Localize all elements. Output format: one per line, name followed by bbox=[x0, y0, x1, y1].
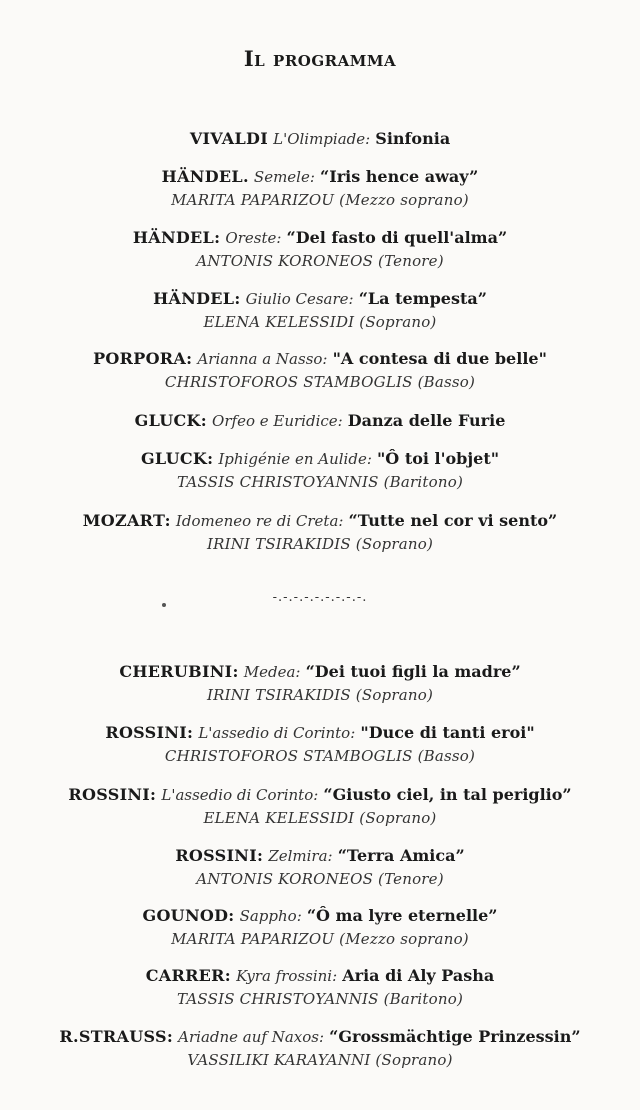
aria-title: "Ô toi l'objet" bbox=[376, 449, 500, 468]
composer: HÄNDEL: bbox=[153, 289, 241, 308]
work-title: L'Olimpiade: bbox=[273, 130, 371, 148]
program-entry bbox=[0, 348, 640, 392]
work-title: Orfeo e Euridice: bbox=[212, 412, 343, 430]
performer: IRINI TSIRAKIDIS (Soprano) bbox=[206, 535, 434, 553]
program-entry bbox=[0, 227, 640, 271]
performer: ELENA KELESSIDI (Soprano) bbox=[203, 313, 437, 331]
aria-title: “Ô ma lyre eternelle” bbox=[306, 906, 498, 925]
program-entry bbox=[0, 845, 640, 889]
performer: CHRISTOFOROS STAMBOGLIS (Basso) bbox=[164, 373, 476, 391]
work-title: Ariadne auf Naxos: bbox=[178, 1028, 325, 1046]
program-entry bbox=[0, 510, 640, 554]
work-title: L'assedio di Corinto: bbox=[198, 724, 356, 742]
aria-title: "A contesa di due belle" bbox=[332, 349, 547, 368]
performer: IRINI TSIRAKIDIS (Soprano) bbox=[206, 686, 434, 704]
work-title: Arianna a Nasso: bbox=[197, 350, 328, 368]
performer: VASSILIKI KARAYANNI (Soprano) bbox=[187, 1051, 453, 1069]
composer: PORPORA: bbox=[93, 349, 193, 368]
aria-title: “Dei tuoi figli la madre” bbox=[305, 662, 521, 681]
aria-title: “Grossmächtige Prinzessin” bbox=[329, 1027, 581, 1046]
work-title: Semele: bbox=[253, 168, 315, 186]
aria-title: Aria di Aly Pasha bbox=[342, 966, 495, 985]
performer: MARITA PAPARIZOU (Mezzo soprano) bbox=[171, 191, 469, 209]
performer: ELENA KELESSIDI (Soprano) bbox=[203, 809, 437, 827]
program-entry bbox=[0, 661, 640, 705]
intermission-divider: -.-.-.-.-.-.-.-.-. bbox=[272, 590, 368, 605]
aria-title: Danza delle Furie bbox=[347, 411, 506, 430]
work-title: Kyra frossini: bbox=[236, 967, 338, 985]
composer: CARRER: bbox=[145, 966, 231, 985]
program-entry bbox=[0, 1026, 640, 1070]
work-title: Zelmira: bbox=[268, 847, 333, 865]
composer: HÄNDEL: bbox=[132, 228, 221, 247]
composer: GLUCK: bbox=[134, 411, 207, 430]
work-title: Medea: bbox=[243, 663, 301, 681]
work-title: Sappho: bbox=[239, 907, 302, 925]
aria-title: “Del fasto di quell'alma” bbox=[286, 228, 508, 247]
composer: HÄNDEL. bbox=[161, 167, 249, 186]
performer: CHRISTOFOROS STAMBOGLIS (Basso) bbox=[164, 747, 476, 765]
program-entry bbox=[0, 905, 640, 949]
composer: ROSSINI: bbox=[68, 785, 157, 804]
program-entry bbox=[0, 784, 640, 828]
program-entry bbox=[0, 288, 640, 332]
work-title: Idomeneo re di Creta: bbox=[175, 512, 344, 530]
composer: ROSSINI: bbox=[175, 846, 264, 865]
performer: TASSIS CHRISTOYANNIS (Baritono) bbox=[176, 473, 463, 491]
performer: TASSIS CHRISTOYANNIS (Baritono) bbox=[176, 990, 463, 1008]
aria-title: “La tempesta” bbox=[358, 289, 487, 308]
program-entry bbox=[0, 128, 640, 150]
aria-title: “Tutte nel cor vi sento” bbox=[348, 511, 558, 530]
composer: MOZART: bbox=[82, 511, 171, 530]
composer: R.STRAUSS: bbox=[59, 1027, 174, 1046]
performer: ANTONIS KORONEOS (Tenore) bbox=[196, 252, 444, 270]
program-entry bbox=[0, 166, 640, 210]
paper-speck bbox=[162, 603, 166, 607]
composer: CHERUBINI: bbox=[119, 662, 239, 681]
aria-title: Sinfonia bbox=[375, 129, 451, 148]
composer: VIVALDI bbox=[189, 129, 269, 148]
program-entry bbox=[0, 448, 640, 492]
aria-title: “Iris hence away” bbox=[320, 167, 479, 186]
work-title: Oreste: bbox=[225, 229, 282, 247]
performer: ANTONIS KORONEOS (Tenore) bbox=[196, 870, 444, 888]
composer: ROSSINI: bbox=[105, 723, 194, 742]
work-title: Iphigénie en Aulide: bbox=[218, 450, 372, 468]
aria-title: "Duce di tanti eroi" bbox=[360, 723, 535, 742]
work-title: L'assedio di Corinto: bbox=[161, 786, 319, 804]
program-entry bbox=[0, 965, 640, 1009]
aria-title: “Terra Amica” bbox=[337, 846, 465, 865]
aria-title: “Giusto ciel, in tal periglio” bbox=[323, 785, 572, 804]
page-title: Il programma bbox=[243, 46, 397, 71]
composer: GOUNOD: bbox=[142, 906, 235, 925]
work-title: Giulio Cesare: bbox=[245, 290, 354, 308]
composer: GLUCK: bbox=[140, 449, 214, 468]
performer: MARITA PAPARIZOU (Mezzo soprano) bbox=[171, 930, 469, 948]
program-entry bbox=[0, 722, 640, 766]
program-entry bbox=[0, 410, 640, 432]
